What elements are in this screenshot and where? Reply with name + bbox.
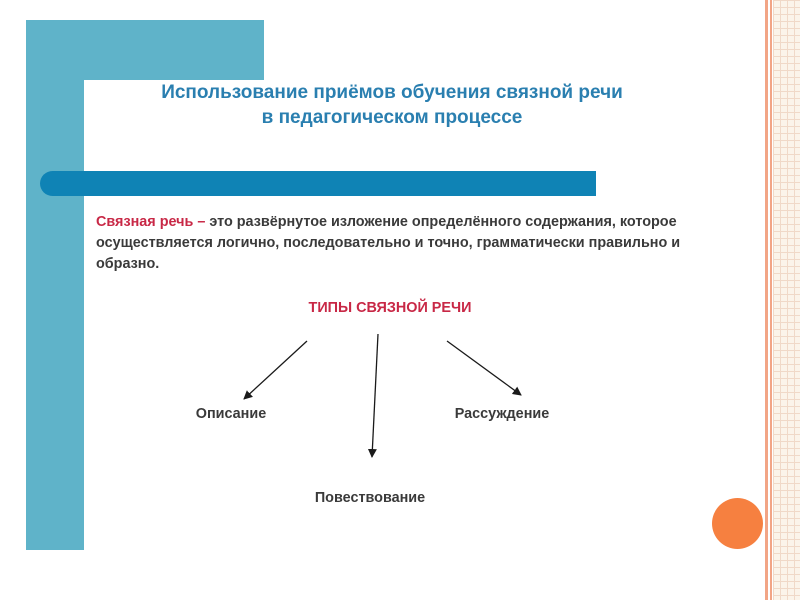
definition-term: Связная речь (96, 214, 194, 230)
arrow-to-narration (372, 334, 378, 457)
slide-title-line-1: Использование приёмов обучения связной речи (161, 82, 623, 103)
types-heading: ТИПЫ СВЯЗНОЙ РЕЧИ (308, 300, 472, 316)
type-reasoning: Рассуждение (454, 406, 550, 422)
arrow-to-reasoning (447, 341, 521, 395)
slide-title-line-2: в педагогическом процессе (261, 107, 523, 128)
definition-dash: – (193, 214, 210, 230)
type-narration: Повествование (314, 490, 426, 506)
arrow-to-description (244, 341, 307, 399)
definition-body: это развёрнутое изложение определённого содержания, которое осуществляется логично, последовательно и точно, грамматически правильно и образно. (96, 214, 681, 272)
type-description: Описание (195, 406, 267, 422)
